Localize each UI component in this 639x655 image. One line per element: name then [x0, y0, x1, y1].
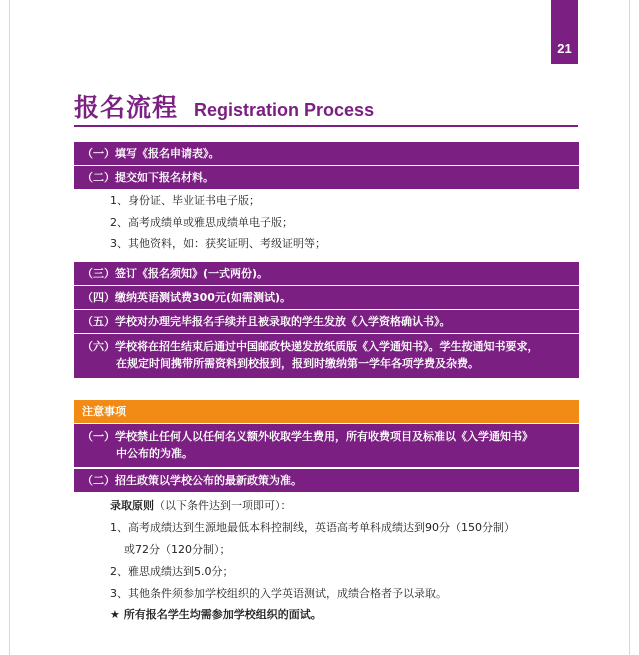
step-3-bar: （三）签订《报名须知》(一式两份)。	[74, 262, 579, 285]
note-1-bar	[74, 424, 579, 467]
notes-header: 注意事项	[74, 400, 579, 423]
note-1-line-2: 中公布的为准。	[116, 447, 193, 460]
page-number: 21	[551, 0, 578, 64]
material-item: 1、身份证、毕业证书电子版；	[110, 194, 260, 207]
admission-item: 2、雅思成绩达到5.0分；	[110, 565, 234, 578]
step-5-bar: （五）学校对办理完毕报名手续并且被录取的学生发放《入学资格确认书》。	[74, 310, 579, 333]
admission-item: 1、高考成绩达到生源地最低本科控制线，英语高考单科成绩达到90分（150分制）	[110, 521, 515, 534]
title-english: Registration Process	[194, 100, 375, 120]
material-item: 3、其他资料，如：获奖证明、考级证明等；	[110, 237, 326, 250]
step-6-line-1: （六）学校将在招生结束后通过中国邮政快递发放纸质版《入学通知书》。学生按通知书要求，	[82, 340, 539, 353]
interview-footnote: ★ 所有报名学生均需参加学校组织的面试。	[110, 608, 322, 621]
step-4-bar: （四）缴纳英语测试费300元(如需测试)。	[74, 286, 579, 309]
admission-item: 或72分（120分制）；	[124, 543, 231, 556]
admission-heading-rest: （以下条件达到一项即可）：	[154, 499, 292, 512]
admission-heading-bold: 录取原则	[110, 499, 154, 512]
step-6-bar	[74, 334, 579, 378]
note-2-bar: （二）招生政策以学校公布的最新政策为准。	[74, 469, 579, 492]
title-divider	[74, 125, 578, 127]
step-1-bar: （一）填写《报名申请表》。	[74, 142, 579, 165]
title-chinese: 报名流程	[74, 93, 179, 122]
material-item: 2、高考成绩单或雅思成绩单电子版；	[110, 216, 293, 229]
admission-item: 3、其他条件须参加学校组织的入学英语测试，成绩合格者予以录取。	[110, 587, 447, 600]
step-2-bar: （二）提交如下报名材料。	[74, 166, 579, 189]
note-1-line-1: （一）学校禁止任何人以任何名义额外收取学生费用，所有收费项目及标准以《入学通知书》	[82, 430, 533, 443]
page-title	[74, 88, 374, 124]
admission-heading	[110, 498, 292, 514]
step-6-line-2: 在规定时间携带所需资料到校报到，报到时缴纳第一学年各项学费及杂费。	[116, 357, 479, 370]
